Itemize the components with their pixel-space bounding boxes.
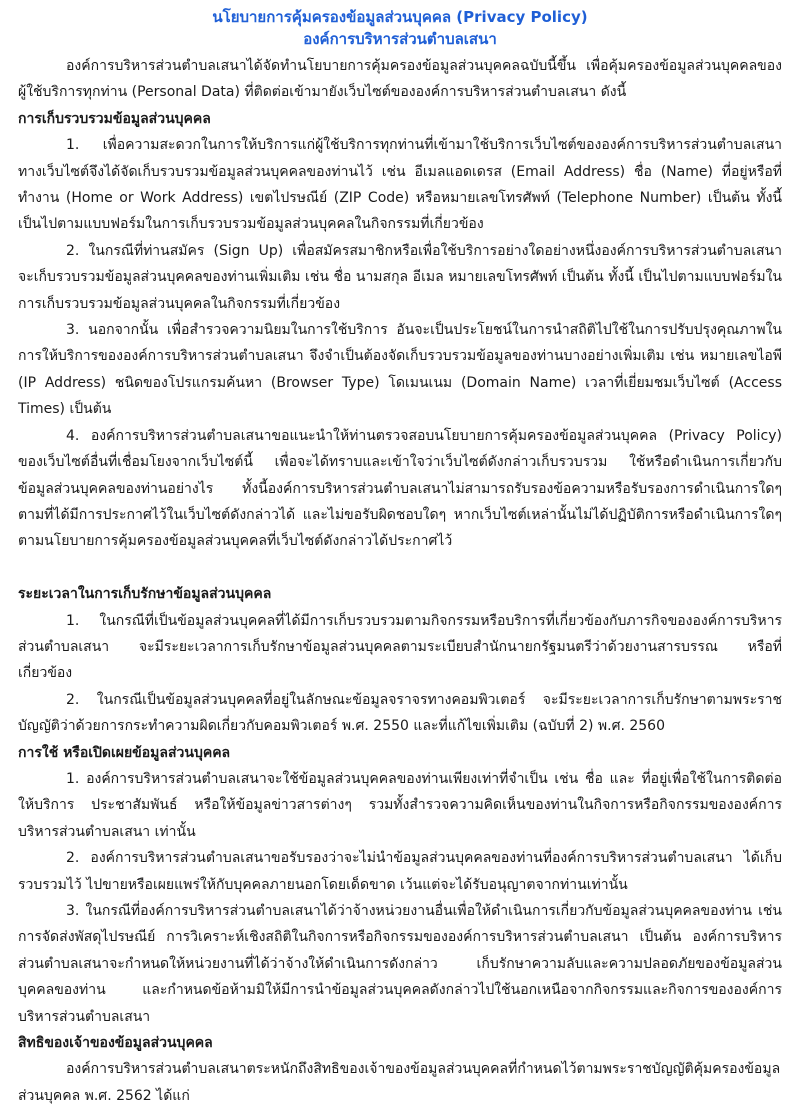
- retention-item: 2. ในกรณีเป็นข้อมูลส่วนบุคคลที่อยู่ในลักษณะข้อมูลจราจรทางคอมพิวเตอร์ จะมีระยะเวลาการเก็บรักษาตามพระราชบัญญัติว่าด้วยการกระทำความผิดเกี่ยวกับคอมพิวเตอร์ พ.ศ. 2550 และที่แก้ไขเพิ่มเติม (ฉบับที่ 2) พ.ศ. 2560: [18, 691, 782, 735]
- blank-line: [18, 555, 782, 581]
- retention-heading: ระยะเวลาในการเก็บรักษาข้อมูลส่วนบุคคล: [18, 586, 272, 603]
- intro-paragraph: องค์การบริหารส่วนตำบลเสนาได้จัดทำนโยบายการคุ้มครองข้อมูลส่วนบุคคลฉบับนี้ขึ้น เพื่อคุ้มครองข้อมูลส่วนบุคคลของผู้ใช้บริการทุกท่าน (Personal Data) ที่ติดต่อเข้ามายังเว็บไซต์ขององค์การบริหารส่วนตำบลเสนา ดังนี้: [18, 58, 782, 101]
- usage-item: 1. องค์การบริหารส่วนตำบลเสนาจะใช้ข้อมูลส่วนบุคคลของท่านเพียงเท่าที่จำเป็น เช่น ชื่อ และ ที่อยู่เพื่อใช้ในการติดต่อ ให้บริการ ประชาสัมพันธ์ หรือให้ข้อมูลข่าวสารต่างๆ รวมทั้งสำรวจความคิดเห็นของท่านในกิจการหรือกิจกรรมขององค์การบริหารส่วนตำบลเสนา เท่านั้น: [18, 770, 782, 840]
- retention-item: 1. ในกรณีที่เป็นข้อมูลส่วนบุคคลที่ได้มีการเก็บรวบรวมตามกิจกรรมหรือบริการที่เกี่ยวข้องกับภารกิจขององค์การบริหารส่วนตำบลเสนา จะมีระยะเวลาการเก็บรักษาข้อมูลส่วนบุคคลตามระเบียบสำนักนายกรัฐมนตรีว่าด้วยงานสารบรรณ หรือที่เกี่ยวข้อง: [18, 612, 782, 682]
- rights-heading: สิทธิของเจ้าของข้อมูลส่วนบุคคล: [18, 1035, 213, 1052]
- collection-item: 3. นอกจากนั้น เพื่อสำรวจความนิยมในการใช้บริการ อันจะเป็นประโยชน์ในการนำสถิติไปใช้ในการปรับปรุงคุณภาพในการให้บริการขององค์การบริหารส่วนตำบลเสนา จึงจำเป็นต้องจัดเก็บรวบรวมข้อมูลของท่านบางอย่างเพิ่มเติม เช่น หมายเลขไอพี (IP Address) ชนิดของโปรแกรมค้นหา (Browser Type) โดเมนเนม (Domain Name) เวลาที่เยี่ยมชมเว็บไซต์ (Access Times) เป็นต้น: [18, 322, 782, 418]
- rights-paragraph: องค์การบริหารส่วนตำบลเสนาตระหนักถึงสิทธิของเจ้าของข้อมูลส่วนบุคคลที่กำหนดไว้ตามพระราชบัญญัติคุ้มครองข้อมูลส่วนบุคคล พ.ศ. 2562 ได้แก่: [18, 1061, 781, 1104]
- collection-item: 1. เพื่อความสะดวกในการให้บริการแก่ผู้ใช้บริการทุกท่านที่เข้ามาใช้บริการเว็บไซต์ขององค์การบริหารส่วนตำบลเสนา ทางเว็บไซต์จึงได้จัดเก็บรวบรวมข้อมูลส่วนบุคคลของท่านไว้ เช่น อีเมลแอดเดรส (Email Address) ชื่อ (Name) ที่อยู่หรือที่ทำงาน (Home or Work Address) เขตไปรษณีย์ (ZIP Code) หรือหมายเลขโทรศัพท์ (Telephone Number) เป็นต้น ทั้งนี้ เป็นไปตามแบบฟอร์มในการเก็บรวบรวมข้อมูลส่วนบุคคลในกิจกรรมที่เกี่ยวข้อง: [18, 137, 782, 233]
- collection-item: 2. ในกรณีที่ท่านสมัคร (Sign Up) เพื่อสมัครสมาชิกหรือเพื่อใช้บริการอย่างใดอย่างหนึ่งองค์การบริหารส่วนตำบลเสนา จะเก็บรวบรวมข้อมูลส่วนบุคคลของท่านเพิ่มเติม เช่น ชื่อ นามสกุล อีเมล หมายเลขโทรศัพท์ เป็นต้น ทั้งนี้ เป็นไปตามแบบฟอร์มในการเก็บรวบรวมข้อมูลส่วนบุคคลในกิจกรรมที่เกี่ยวข้อง: [18, 242, 782, 312]
- document-title: นโยบายการคุ้มครองข้อมูลส่วนบุคคล (Privacy Policy): [212, 8, 588, 26]
- usage-item: 3. ในกรณีที่องค์การบริหารส่วนตำบลเสนาได้ว่าจ้างหน่วยงานอื่นเพื่อให้ดำเนินการเกี่ยวกับข้อมูลส่วนบุคคลของท่าน เช่น การจัดส่งพัสดุไปรษณีย์ การวิเคราะห์เชิงสถิติในกิจการหรือกิจกรรมขององค์การบริหารส่วนตำบลเสนา เป็นต้น องค์การบริหารส่วนตำบลเสนาจะกำหนดให้หน่วยงานที่ได้ว่าจ้างให้ดำเนินการดังกล่าว เก็บรักษาความลับและความปลอดภัยของข้อมูลส่วนบุคคลของท่าน และกำหนดข้อห้ามมิให้มีการนำข้อมูลส่วนบุคคลดังกล่าวไปใช้นอกเหนือจากกิจกรรมและกิจการขององค์การบริหารส่วนตำบลเสนา: [18, 902, 782, 1025]
- usage-item: 2. องค์การบริหารส่วนตำบลเสนาขอรับรองว่าจะไม่นำข้อมูลส่วนบุคคลของท่านที่องค์การบริหารส่วนตำบลเสนา ได้เก็บรวบรวมไว้ ไปขายหรือเผยแพร่ให้กับบุคคลภายนอกโดยเด็ดขาด เว้นแต่จะได้รับอนุญาตจากท่านเท่านั้น: [18, 850, 782, 893]
- title-block: [18, 6, 782, 50]
- collection-item: 4. องค์การบริหารส่วนตำบลเสนาขอแนะนำให้ท่านตรวจสอบนโยบายการคุ้มครองข้อมูลส่วนบุคคล (Privacy Policy) ของเว็บไซต์อื่นที่เชื่อมโยงจากเว็บไซต์นี้ เพื่อจะได้ทราบและเข้าใจว่าเว็บไซต์ดังกล่าวเก็บรวบรวม ใช้หรือดำเนินการเกี่ยวกับข้อมูลส่วนบุคคลของท่านอย่างไร ทั้งนี้องค์การบริหารส่วนตำบลเสนาไม่สามารถรับรองข้อความหรือรับรองการดำเนินการใดๆ ตามที่ได้มีการประกาศไว้ในเว็บไซต์ดังกล่าวได้ และไม่ขอรับผิดชอบใดๆ หากเว็บไซต์เหล่านั้นไม่ได้ปฏิบัติการหรือดำเนินการใดๆ ตามนโยบายการคุ้มครองข้อมูลส่วนบุคคลที่เว็บไซต์ดังกล่าวได้ประกาศไว้: [18, 427, 782, 550]
- usage-heading: การใช้ หรือเปิดเผยข้อมูลส่วนบุคคล: [18, 744, 231, 761]
- organization-title: องค์การบริหารส่วนตำบลเสนา: [303, 30, 497, 48]
- collection-heading: การเก็บรวบรวมข้อมูลส่วนบุคคล: [18, 110, 211, 127]
